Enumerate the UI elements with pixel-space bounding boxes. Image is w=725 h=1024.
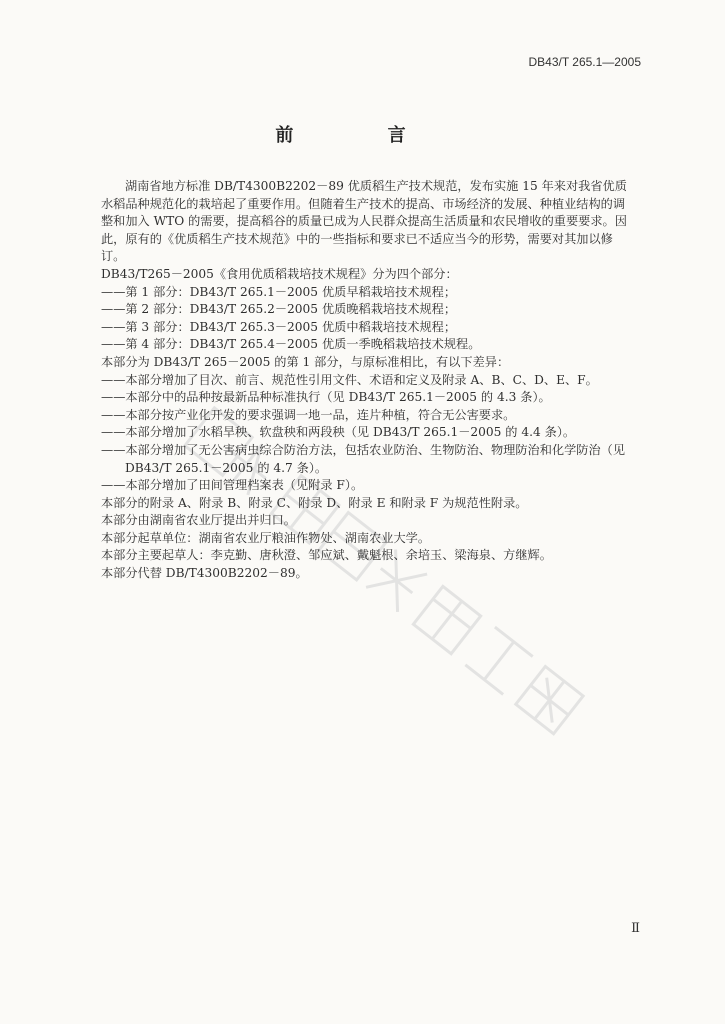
parts-intro: DB43/T265－2005《食用优质稻栽培技术规程》分为四个部分： [101, 266, 458, 281]
part-item-3: ——第 3 部分：DB43/T 265.3－2005 优质中稻栽培技术规程； [101, 319, 457, 334]
standard-code: DB43/T 265.1—2005 [528, 55, 641, 69]
difference-item-2: ——本部分中的品种按最新品种标准执行（见 DB43/T 265.1－2005 的 4.3 条）。 [101, 390, 551, 405]
difference-item-4: ——本部分增加了水稻旱秧、软盘秧和两段秧（见 DB43/T 265.1－2005 的 4.4 条）。 [101, 425, 576, 440]
replaces-statement: 本部分代替 DB/T4300B2202－89。 [101, 566, 308, 581]
page-title: 前 言 [275, 125, 450, 146]
difference-item-3: ——本部分按产业化开发的要求强调一地一品，连片种植，符合无公害要求。 [101, 407, 516, 422]
proposer-statement: 本部分由湖南省农业厅提出并归口。 [101, 513, 296, 528]
intro-paragraph: 湖南省地方标准 DB/T4300B2202－89 优质稻生产技术规范，发布实施 15 年来对我省优质水稻品种规范化的栽培起了重要作用。但随着生产技术的提高、市场经济的发展、种植业结构的调整和加入 WTO 的需要，提高稻谷的质量已成为人民群众提高生活质量和农民增收的重要要求。因此，原有的《优质稻生产技术规范》中的一些指标和要求已不适应当今的形势，需要对其加以修订。 [101, 179, 627, 264]
page-number: Ⅱ [631, 921, 640, 936]
difference-item-5: ——本部分增加了无公害病虫综合防治方法，包括农业防治、生物防治、物理防治和化学防治（见 DB43/T 265.1－2005 的 4.7 条）。 [101, 442, 626, 475]
difference-item-6: ——本部分增加了田间管理档案表（见附录 F）。 [101, 478, 364, 493]
drafting-units: 本部分起草单位：湖南省农业厅粮油作物处、湖南农业大学。 [101, 530, 431, 545]
appendix-statement: 本部分的附录 A、附录 B、附录 C、附录 D、附录 E 和附录 F 为规范性附录。 [101, 495, 528, 510]
drafters: 本部分主要起草人：李克勤、唐秋澄、邹应斌、戴魁根、余培玉、梁海泉、方继辉。 [101, 548, 552, 563]
foreword-body [101, 178, 629, 583]
part-item-2: ——第 2 部分：DB43/T 265.2－2005 优质晚稻栽培技术规程； [101, 302, 457, 317]
difference-item-1: ——本部分增加了目次、前言、规范性引用文件、术语和定义及附录 A、B、C、D、E、F。 [101, 372, 598, 387]
differences-intro: 本部分为 DB43/T 265－2005 的第 1 部分，与原标准相比，有以下差异： [101, 354, 510, 369]
part-item-1: ——第 1 部分：DB43/T 265.1－2005 优质早稻栽培技术规程； [101, 284, 457, 299]
part-item-4: ——第 4 部分：DB43/T 265.4－2005 优质一季晚稻栽培技术规程。 [101, 337, 481, 352]
